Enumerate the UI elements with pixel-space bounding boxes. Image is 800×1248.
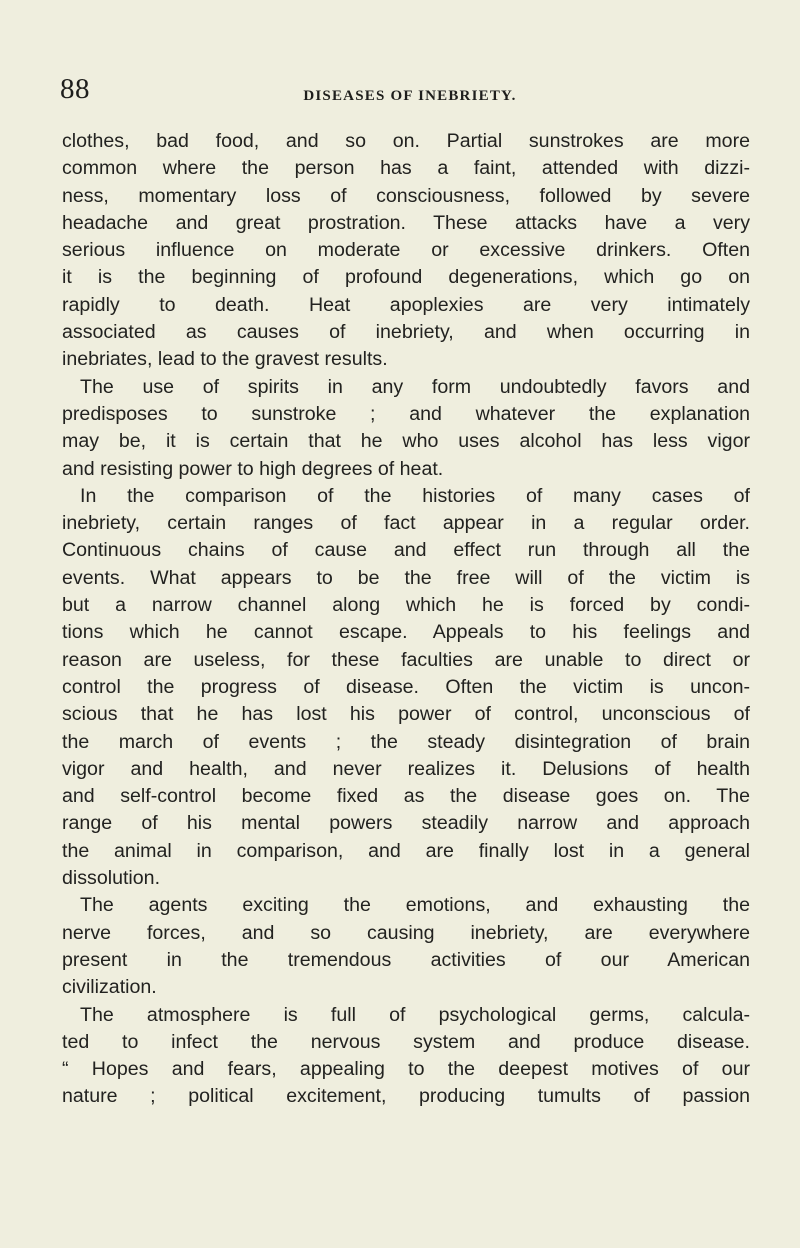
text-line: serious influence on moderate or excessive drinkers. Often	[62, 239, 750, 262]
body-text	[62, 128, 750, 1111]
text-line: control the progress of disease. Often the victim is uncon-	[62, 675, 750, 698]
text-line: ness, momentary loss of consciousness, followed by severe	[62, 184, 750, 207]
text-line: “ Hopes and fears, appealing to the deepest motives of our	[62, 1058, 750, 1081]
text-line: nature ; political excitement, producing tumults of passion	[62, 1085, 750, 1108]
text-line: inebriates, lead to the gravest results.	[62, 348, 388, 371]
text-line: present in the tremendous activities of our American	[62, 948, 750, 971]
text-line: events. What appears to be the free will of the victim is	[62, 566, 750, 589]
text-line: but a narrow channel along which he is forced by condi-	[62, 594, 750, 617]
text-line: ted to infect the nervous system and produce disease.	[62, 1030, 750, 1053]
text-line: Continuous chains of cause and effect run through all the	[62, 539, 750, 562]
text-line: range of his mental powers steadily narrow and approach	[62, 812, 750, 835]
text-line: clothes, bad food, and so on. Partial sunstrokes are more	[62, 130, 750, 152]
text-line: the animal in comparison, and are finally lost in a general	[62, 839, 750, 862]
text-line: The use of spirits in any form undoubtedly favors and	[80, 375, 750, 398]
text-line: may be, it is certain that he who uses alcohol has less vigor	[62, 430, 750, 453]
text-line: scious that he has lost his power of control, unconscious of	[62, 703, 750, 726]
text-line: rapidly to death. Heat apoplexies are very intimately	[62, 293, 750, 316]
text-line: and self-control become fixed as the disease goes on. The	[62, 785, 750, 808]
text-line: civilization.	[62, 976, 157, 999]
text-line: common where the person has a faint, attended with dizzi-	[62, 157, 750, 180]
page-number: 88	[60, 73, 90, 105]
text-line: associated as causes of inebriety, and when occurring in	[62, 321, 750, 344]
text-line: it is the beginning of profound degenerations, which go on	[62, 266, 750, 289]
text-line: inebriety, certain ranges of fact appear in a regular order.	[62, 512, 750, 535]
text-line: headache and great prostration. These attacks have a very	[62, 211, 750, 234]
text-line: In the comparison of the histories of many cases of	[80, 484, 750, 507]
text-line: the march of events ; the steady disintegration of brain	[62, 730, 750, 753]
running-title: DISEASES OF INEBRIETY.	[303, 88, 517, 104]
text-line: nerve forces, and so causing inebriety, are everywhere	[62, 921, 750, 944]
text-line: tions which he cannot escape. Appeals to his feelings and	[62, 621, 750, 644]
text-line: predisposes to sunstroke ; and whatever the explanation	[62, 402, 750, 425]
text-line: and resisting power to high degrees of heat.	[62, 457, 444, 480]
text-line: The atmosphere is full of psychological germs, calcula-	[80, 1003, 750, 1026]
text-line: The agents exciting the emotions, and exhausting the	[80, 894, 750, 917]
text-line: reason are useless, for these faculties are unable to direct or	[62, 648, 750, 671]
text-line: vigor and health, and never realizes it. Delusions of health	[62, 757, 750, 780]
text-line: dissolution.	[62, 867, 161, 890]
